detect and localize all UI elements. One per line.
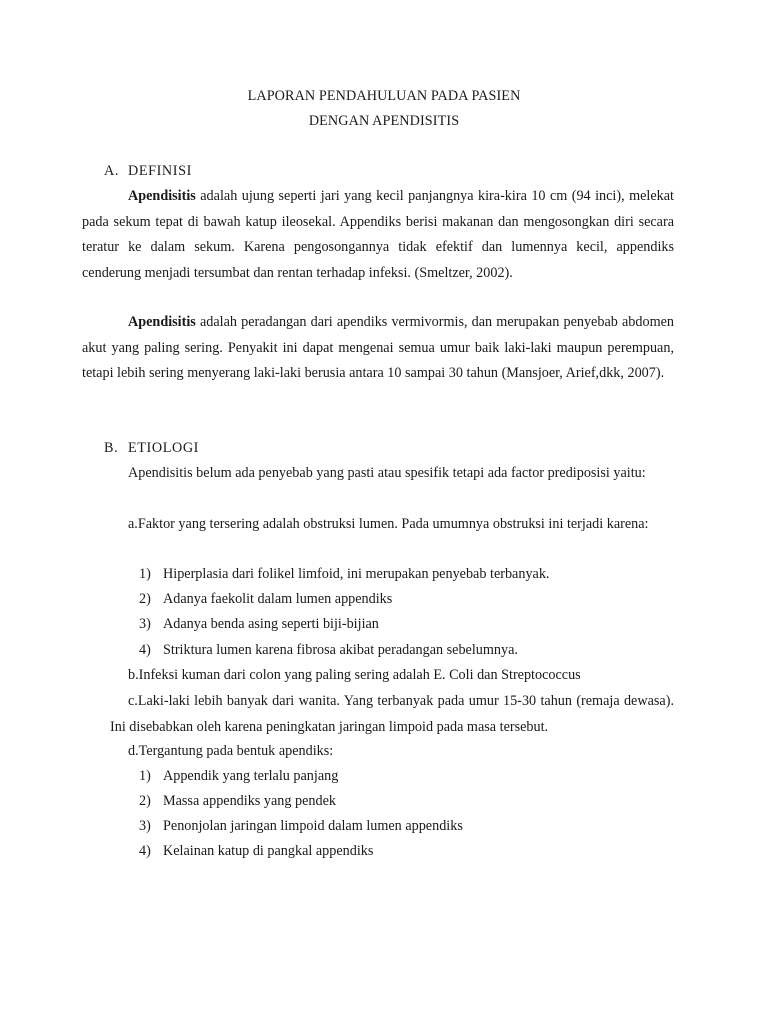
list-item-number: 2) xyxy=(139,591,151,607)
list-item-number: 1) xyxy=(139,566,151,582)
definisi-paragraph-2 xyxy=(82,310,674,387)
list-item xyxy=(139,562,549,588)
list-item-text: Adanya benda asing seperti biji-bijian xyxy=(163,616,379,632)
section-b-letter: B. xyxy=(104,440,119,456)
etiologi-point-c: c.Laki-laki lebih banyak dari wanita. Yang terbanyak pada umur 15-30 tahun (remaja dewasa). Ini disebabkan oleh karena peningkatan jaringan limpoid pada masa tersebut. xyxy=(110,693,674,735)
section-a-heading xyxy=(104,159,192,185)
list-item-text: Massa appendiks yang pendek xyxy=(163,793,336,809)
etiologi-point-a: a.Faktor yang tersering adalah obstruksi lumen. Pada umumnya obstruksi ini terjadi karena: xyxy=(128,516,649,532)
list-item-text: Penonjolan jaringan limpoid dalam lumen appendiks xyxy=(163,818,463,834)
list-item-text: Adanya faekolit dalam lumen appendiks xyxy=(163,591,393,607)
document-title-line-2: DENGAN APENDISITIS xyxy=(308,113,460,129)
list-item xyxy=(139,638,518,664)
list-item-text: Appendik yang terlalu panjang xyxy=(163,768,339,784)
definisi-paragraph-1 xyxy=(82,184,674,286)
paragraph-1-bold-term: Apendisitis xyxy=(128,188,196,204)
list-item-number: 2) xyxy=(139,793,151,809)
list-item-text: Striktura lumen karena fibrosa akibat peradangan sebelumnya. xyxy=(163,642,518,658)
list-item xyxy=(139,814,463,840)
paragraph-2-text: adalah peradangan dari apendiks vermivormis, dan merupakan penyebab abdomen akut yang paling sering. Penyakit ini dapat mengenai semua umur baik laki-laki maupun perempuan, tetapi lebih sering menyerang laki-laki berusia antara 10 sampai 30 tahun (Mansjoer, Arief,dkk, 2007). xyxy=(82,314,674,381)
list-item-number: 1) xyxy=(139,768,151,784)
section-a-letter: A. xyxy=(104,163,119,179)
list-item xyxy=(139,612,379,638)
etiologi-point-b: b.Infeksi kuman dari colon yang paling sering adalah E. Coli dan Streptococcus xyxy=(128,667,581,683)
paragraph-2-bold-term: Apendisitis xyxy=(128,314,196,330)
etiologi-point-d: d.Tergantung pada bentuk apendiks: xyxy=(128,743,334,759)
list-item xyxy=(139,839,373,865)
section-b-title: ETIOLOGI xyxy=(128,440,199,456)
list-item-text: Kelainan katup di pangkal appendiks xyxy=(163,843,374,859)
list-item-text: Hiperplasia dari folikel limfoid, ini merupakan penyebab terbanyak. xyxy=(163,566,550,582)
list-item-number: 4) xyxy=(139,642,151,658)
etiologi-intro: Apendisitis belum ada penyebab yang pasti atau spesifik tetapi ada factor prediposisi yaitu: xyxy=(128,465,646,481)
list-item-number: 3) xyxy=(139,818,151,834)
document-title-line-1: LAPORAN PENDAHULUAN PADA PASIEN xyxy=(247,88,521,104)
list-item-number: 4) xyxy=(139,843,151,859)
section-a-title: DEFINISI xyxy=(128,163,192,179)
list-item xyxy=(139,587,392,613)
list-item xyxy=(139,789,336,815)
list-item xyxy=(139,764,338,790)
section-b-heading xyxy=(104,436,199,462)
paragraph-1-text: adalah ujung seperti jari yang kecil panjangnya kira-kira 10 cm (94 inci), melekat pada sekum tepat di bawah katup ileosekal. Appendiks berisi makanan dan mengosongkan diri secara teratur ke dalam sekum. Karena pengosongannya tidak efektif dan lumennya kecil, appendiks cenderung menjadi tersumbat dan rentan terhadap infeksi. (Smeltzer, 2002). xyxy=(82,188,674,281)
list-item-number: 3) xyxy=(139,616,151,632)
